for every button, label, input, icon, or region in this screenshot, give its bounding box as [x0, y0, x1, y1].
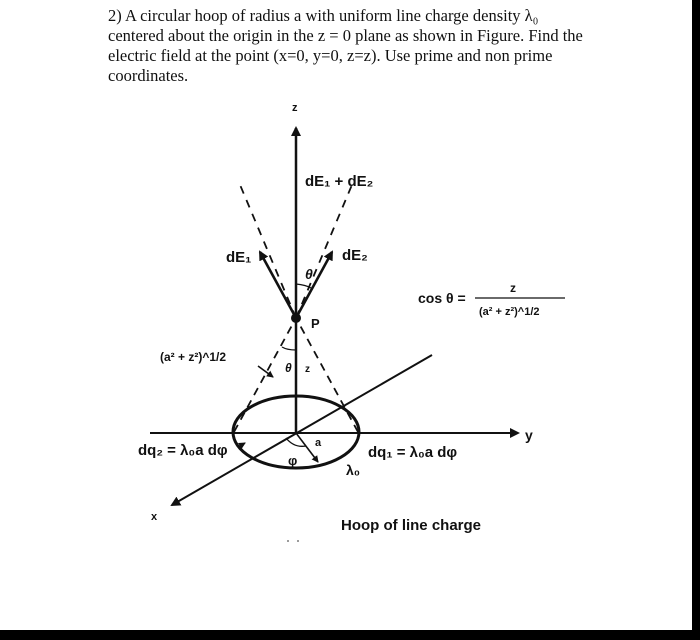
cos-denominator: (a² + z²)^1/2 — [479, 306, 540, 318]
point-p-label: P — [311, 316, 320, 331]
problem-line-2: centered about the origin in the z = 0 plane as shown in Figure. Find the — [108, 26, 583, 45]
lambda-label: λ₀ — [346, 462, 361, 478]
distance-arrow — [258, 366, 273, 377]
scan-speck — [287, 540, 289, 542]
figure-caption: Hoop of line charge — [341, 517, 482, 534]
phi-label: φ — [288, 453, 298, 468]
dq2-label: dq₂ = λ₀a dφ — [138, 442, 228, 459]
sum-vector-label: dE₁ + dE₂ — [305, 173, 374, 190]
vector1-label: dE₁ — [226, 249, 252, 266]
dq1-label: dq₁ = λ₀a dφ — [368, 444, 458, 461]
radius-label: a — [315, 437, 322, 449]
theta-top-label: θ — [305, 266, 313, 282]
cos-numerator: z — [510, 281, 516, 295]
problem-line-1: 2) A circular hoop of radius a with uniform line charge density λ₀ — [108, 6, 539, 25]
x-axis — [172, 355, 432, 505]
theta-arc-bottom — [282, 347, 296, 350]
z-height-label: z — [305, 364, 310, 375]
dq2-arrow — [238, 443, 245, 447]
y-axis-label: y — [525, 427, 533, 443]
distance-label: (a² + z²)^1/2 — [160, 350, 227, 364]
point-p — [291, 313, 301, 323]
x-axis-label: x — [151, 511, 158, 523]
cos-lhs: cos θ = — [418, 290, 466, 306]
scan-speck — [297, 540, 299, 542]
problem-line-4: coordinates. — [108, 66, 189, 85]
vector2-label: dE₂ — [342, 247, 368, 264]
theta-bottom-label: θ — [285, 361, 292, 375]
z-axis-label: z — [292, 102, 298, 114]
vector-de1 — [260, 252, 296, 318]
problem-line-3: electric field at the point (x=0, y=0, z=z). Use prime and non prime — [108, 46, 553, 65]
dashed-line-left — [234, 318, 296, 432]
